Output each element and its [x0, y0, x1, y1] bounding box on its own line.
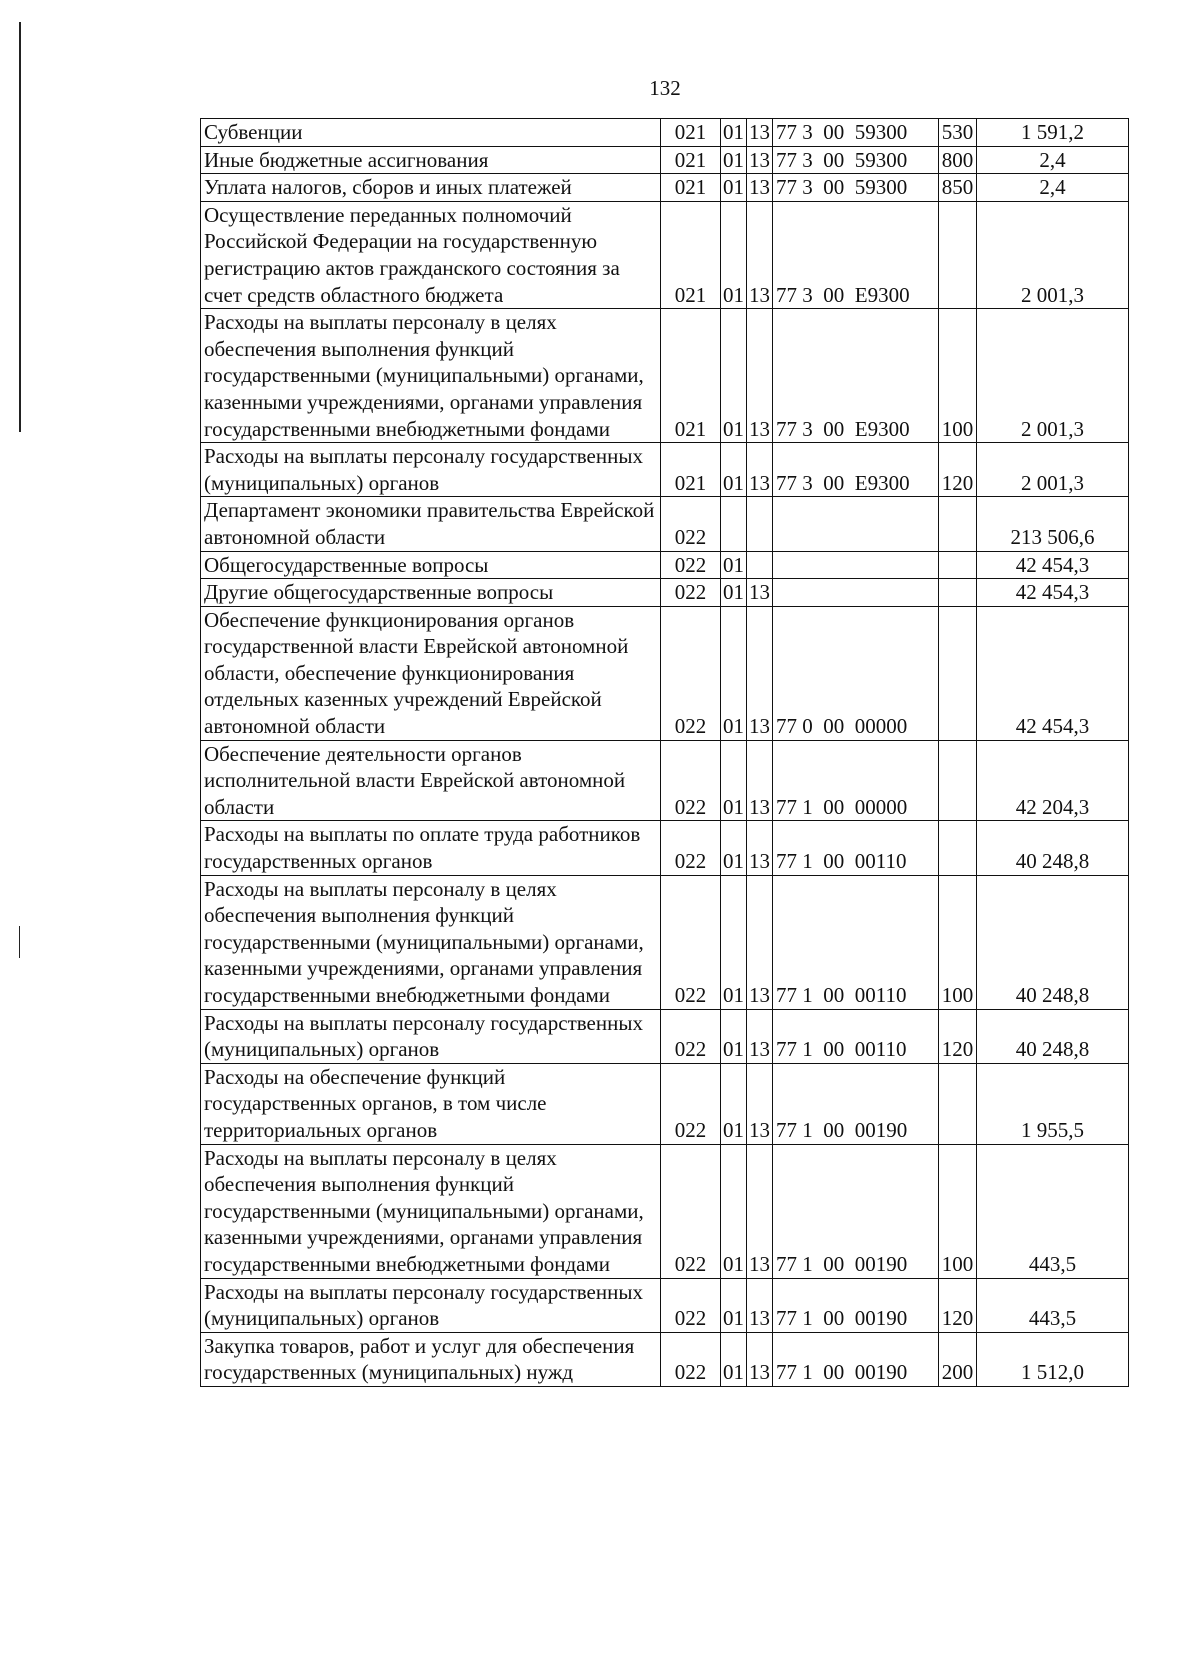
subsection-code-cell: 13: [747, 1063, 773, 1144]
section-code-cell: 01: [721, 1144, 747, 1278]
section-code-cell: [721, 497, 747, 551]
section-code-cell: 01: [721, 309, 747, 443]
amount-cell: 1 955,5: [977, 1063, 1129, 1144]
table-row: [201, 443, 1129, 497]
expense-type-code-cell: 120: [939, 443, 977, 497]
subsection-code-cell: [747, 497, 773, 551]
section-code-cell: 01: [721, 1278, 747, 1332]
expense-type-code-cell: 100: [939, 875, 977, 1009]
table-row: [201, 497, 1129, 551]
subsection-code-cell: [747, 551, 773, 579]
target-article-code-cell: [773, 579, 939, 607]
section-code-cell: 01: [721, 1063, 747, 1144]
section-code-cell: 01: [721, 740, 747, 821]
target-article-code-cell: 77 1 00 00110: [773, 875, 939, 1009]
section-code-cell: 01: [721, 119, 747, 147]
table-row: [201, 1063, 1129, 1144]
target-article-code-cell: 77 0 00 00000: [773, 606, 939, 740]
target-article-code-cell: 77 1 00 00110: [773, 1009, 939, 1063]
section-code-cell: 01: [721, 174, 747, 202]
amount-cell: 443,5: [977, 1144, 1129, 1278]
target-article-code-cell: 77 1 00 00000: [773, 740, 939, 821]
subsection-code-cell: 13: [747, 146, 773, 174]
subsection-code-cell: 13: [747, 119, 773, 147]
subsection-code-cell: 13: [747, 740, 773, 821]
subsection-code-cell: 13: [747, 309, 773, 443]
department-code-cell: 022: [661, 740, 721, 821]
table-row: [201, 1144, 1129, 1278]
target-article-code-cell: 77 1 00 00110: [773, 821, 939, 875]
department-code-cell: 021: [661, 201, 721, 308]
table-row: [201, 309, 1129, 443]
target-article-code-cell: 77 3 00 E9300: [773, 201, 939, 308]
section-code-cell: 01: [721, 1332, 747, 1386]
section-code-cell: 01: [721, 579, 747, 607]
subsection-code-cell: 13: [747, 1144, 773, 1278]
table-row: [201, 201, 1129, 308]
section-code-cell: 01: [721, 875, 747, 1009]
target-article-code-cell: 77 3 00 E9300: [773, 309, 939, 443]
expense-name-cell: Департамент экономики правительства Еврейской автономной области: [201, 497, 661, 551]
department-code-cell: 022: [661, 579, 721, 607]
department-code-cell: 021: [661, 309, 721, 443]
expense-type-code-cell: 200: [939, 1332, 977, 1386]
budget-table-body: [201, 119, 1129, 1387]
expense-type-code-cell: 100: [939, 309, 977, 443]
amount-cell: 1 591,2: [977, 119, 1129, 147]
amount-cell: 2 001,3: [977, 443, 1129, 497]
expense-type-code-cell: [939, 579, 977, 607]
department-code-cell: 022: [661, 606, 721, 740]
subsection-code-cell: 13: [747, 821, 773, 875]
target-article-code-cell: 77 1 00 00190: [773, 1332, 939, 1386]
binding-edge-mark: [19, 926, 20, 958]
target-article-code-cell: 77 3 00 59300: [773, 119, 939, 147]
section-code-cell: 01: [721, 821, 747, 875]
subsection-code-cell: 13: [747, 1332, 773, 1386]
amount-cell: 443,5: [977, 1278, 1129, 1332]
expense-name-cell: Обеспечение деятельности органов исполнительной власти Еврейской автономной области: [201, 740, 661, 821]
amount-cell: 1 512,0: [977, 1332, 1129, 1386]
department-code-cell: 021: [661, 443, 721, 497]
amount-cell: 42 454,3: [977, 606, 1129, 740]
table-row: [201, 579, 1129, 607]
amount-cell: 40 248,8: [977, 821, 1129, 875]
section-code-cell: 01: [721, 443, 747, 497]
expense-type-code-cell: 100: [939, 1144, 977, 1278]
department-code-cell: 022: [661, 875, 721, 1009]
expense-name-cell: Другие общегосударственные вопросы: [201, 579, 661, 607]
department-code-cell: 022: [661, 1278, 721, 1332]
expense-name-cell: Расходы на выплаты персоналу в целях обеспечения выполнения функций государственными (муниципальными) органами, казенными учреждениями, органами управления государственными внебюджетными фондами: [201, 1144, 661, 1278]
expense-type-code-cell: [939, 821, 977, 875]
expense-name-cell: Осуществление переданных полномочий Российской Федерации на государственную регистрацию актов гражданского состояния за счет средств областного бюджета: [201, 201, 661, 308]
expense-name-cell: Закупка товаров, работ и услуг для обеспечения государственных (муниципальных) нужд: [201, 1332, 661, 1386]
budget-table: [200, 118, 1129, 1387]
expense-name-cell: Расходы на выплаты персоналу государственных (муниципальных) органов: [201, 443, 661, 497]
expense-name-cell: Расходы на обеспечение функций государственных органов, в том числе территориальных органов: [201, 1063, 661, 1144]
department-code-cell: 022: [661, 1009, 721, 1063]
expense-type-code-cell: 850: [939, 174, 977, 202]
target-article-code-cell: 77 3 00 59300: [773, 174, 939, 202]
target-article-code-cell: [773, 497, 939, 551]
amount-cell: 2 001,3: [977, 201, 1129, 308]
table-row: [201, 1278, 1129, 1332]
expense-name-cell: Обеспечение функционирования органов государственной власти Еврейской автономной области, обеспечение функционирования отдельных казенных учреждений Еврейской автономной области: [201, 606, 661, 740]
expense-type-code-cell: [939, 740, 977, 821]
expense-type-code-cell: [939, 201, 977, 308]
expense-name-cell: Уплата налогов, сборов и иных платежей: [201, 174, 661, 202]
section-code-cell: 01: [721, 551, 747, 579]
expense-name-cell: Расходы на выплаты персоналу государственных (муниципальных) органов: [201, 1278, 661, 1332]
target-article-code-cell: [773, 551, 939, 579]
department-code-cell: 021: [661, 146, 721, 174]
subsection-code-cell: 13: [747, 606, 773, 740]
section-code-cell: 01: [721, 146, 747, 174]
expense-name-cell: Расходы на выплаты персоналу государственных (муниципальных) органов: [201, 1009, 661, 1063]
amount-cell: 42 204,3: [977, 740, 1129, 821]
target-article-code-cell: 77 1 00 00190: [773, 1063, 939, 1144]
amount-cell: 42 454,3: [977, 551, 1129, 579]
expense-name-cell: Общегосударственные вопросы: [201, 551, 661, 579]
department-code-cell: 022: [661, 821, 721, 875]
amount-cell: 2,4: [977, 174, 1129, 202]
department-code-cell: 021: [661, 119, 721, 147]
amount-cell: 40 248,8: [977, 875, 1129, 1009]
page-number: 132: [649, 76, 681, 100]
subsection-code-cell: 13: [747, 1278, 773, 1332]
table-row: [201, 1332, 1129, 1386]
subsection-code-cell: 13: [747, 174, 773, 202]
expense-name-cell: Расходы на выплаты персоналу в целях обеспечения выполнения функций государственными (муниципальными) органами, казенными учреждениями, органами управления государственными внебюджетными фондами: [201, 875, 661, 1009]
expense-name-cell: Расходы на выплаты персоналу в целях обеспечения выполнения функций государственными (муниципальными) органами, казенными учреждениями, органами управления государственными внебюджетными фондами: [201, 309, 661, 443]
expense-type-code-cell: [939, 497, 977, 551]
amount-cell: 213 506,6: [977, 497, 1129, 551]
table-row: [201, 119, 1129, 147]
table-row: [201, 551, 1129, 579]
expense-type-code-cell: 530: [939, 119, 977, 147]
amount-cell: 42 454,3: [977, 579, 1129, 607]
department-code-cell: 022: [661, 1332, 721, 1386]
department-code-cell: 022: [661, 1144, 721, 1278]
target-article-code-cell: 77 3 00 E9300: [773, 443, 939, 497]
subsection-code-cell: 13: [747, 201, 773, 308]
expense-type-code-cell: [939, 1063, 977, 1144]
table-row: [201, 821, 1129, 875]
department-code-cell: 021: [661, 174, 721, 202]
table-row: [201, 1009, 1129, 1063]
department-code-cell: 022: [661, 497, 721, 551]
section-code-cell: 01: [721, 606, 747, 740]
target-article-code-cell: 77 1 00 00190: [773, 1278, 939, 1332]
expense-type-code-cell: 120: [939, 1009, 977, 1063]
department-code-cell: 022: [661, 1063, 721, 1144]
amount-cell: 40 248,8: [977, 1009, 1129, 1063]
expense-type-code-cell: 800: [939, 146, 977, 174]
expense-type-code-cell: [939, 606, 977, 740]
expense-name-cell: Субвенции: [201, 119, 661, 147]
expense-type-code-cell: 120: [939, 1278, 977, 1332]
table-row: [201, 606, 1129, 740]
amount-cell: 2,4: [977, 146, 1129, 174]
target-article-code-cell: 77 1 00 00190: [773, 1144, 939, 1278]
expense-name-cell: Расходы на выплаты по оплате труда работников государственных органов: [201, 821, 661, 875]
expense-name-cell: Иные бюджетные ассигнования: [201, 146, 661, 174]
section-code-cell: 01: [721, 201, 747, 308]
target-article-code-cell: 77 3 00 59300: [773, 146, 939, 174]
section-code-cell: 01: [721, 1009, 747, 1063]
subsection-code-cell: 13: [747, 443, 773, 497]
subsection-code-cell: 13: [747, 579, 773, 607]
table-row: [201, 875, 1129, 1009]
subsection-code-cell: 13: [747, 1009, 773, 1063]
department-code-cell: 022: [661, 551, 721, 579]
subsection-code-cell: 13: [747, 875, 773, 1009]
amount-cell: 2 001,3: [977, 309, 1129, 443]
table-row: [201, 146, 1129, 174]
table-row: [201, 740, 1129, 821]
expense-type-code-cell: [939, 551, 977, 579]
table-row: [201, 174, 1129, 202]
